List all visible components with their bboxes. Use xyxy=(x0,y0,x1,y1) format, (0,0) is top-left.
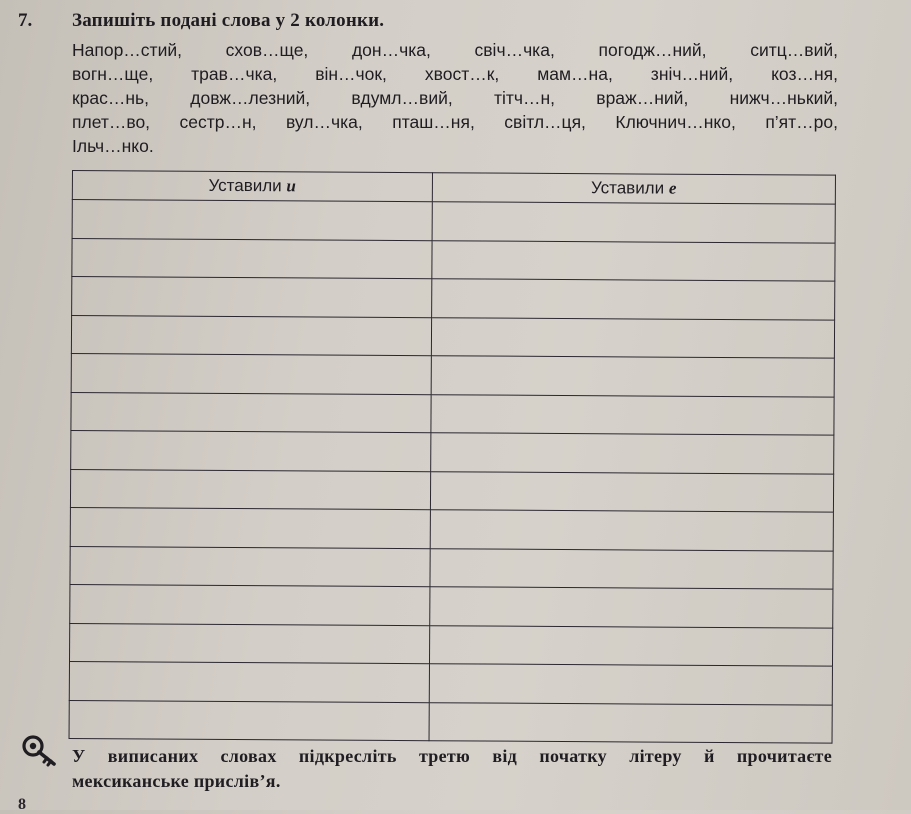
answer-cell-e[interactable] xyxy=(430,471,834,512)
answer-cell-e[interactable] xyxy=(429,625,833,666)
word-list-line: крас…нь, довж…лезний, вдумл…вий, тітч…н, враж…ний, нижч…нький, xyxy=(72,88,838,108)
answer-cell-e[interactable] xyxy=(431,356,835,397)
answer-cell-i[interactable] xyxy=(72,238,432,279)
column-header-e-prefix: Уставили xyxy=(590,178,665,198)
answer-cell-i[interactable] xyxy=(70,584,430,625)
answer-cell-i[interactable] xyxy=(69,700,429,741)
word-list xyxy=(72,38,838,158)
table-row xyxy=(70,507,833,550)
table-header-row xyxy=(72,171,835,205)
table-row xyxy=(70,469,833,512)
word-list-line: вогн…ще, трав…чка, він…чок, хвост…к, мам…на, зніч…ний, коз…ня, xyxy=(72,64,838,84)
answer-table xyxy=(69,170,836,744)
answer-cell-e[interactable] xyxy=(430,394,834,435)
column-header-e xyxy=(432,173,836,204)
task-number: 7. xyxy=(18,10,33,31)
word-list-line: Ільч…нко. xyxy=(72,136,154,156)
answer-cell-i[interactable] xyxy=(70,507,430,548)
answer-cell-i[interactable] xyxy=(71,430,431,471)
column-header-e-letter: е xyxy=(668,178,677,198)
hint-note-line: мексиканське прислів’я. xyxy=(72,771,281,791)
answer-cell-e[interactable] xyxy=(429,664,833,705)
answer-cell-e[interactable] xyxy=(430,433,834,474)
table-row xyxy=(69,623,832,666)
answer-cell-i[interactable] xyxy=(70,469,430,510)
key-icon xyxy=(20,734,60,768)
table-row xyxy=(70,584,833,627)
answer-cell-e[interactable] xyxy=(431,317,835,358)
table-row xyxy=(72,277,835,320)
answer-cell-e[interactable] xyxy=(430,548,834,589)
column-header-i-prefix: Уставили xyxy=(208,175,282,196)
answer-cell-e[interactable] xyxy=(430,510,834,551)
answer-cell-e[interactable] xyxy=(432,202,836,243)
answer-cell-e[interactable] xyxy=(431,240,835,281)
word-list-line: плет…во, сестр…н, вул…чка, пташ…ня, світл…ця, Ключнич…нко, п’ят…ро, xyxy=(72,112,838,132)
answer-cell-i[interactable] xyxy=(72,200,432,241)
answer-cell-i[interactable] xyxy=(69,661,429,702)
answer-cell-i[interactable] xyxy=(72,277,432,318)
answer-cell-e[interactable] xyxy=(431,279,835,320)
column-header-i xyxy=(72,171,432,202)
answer-cell-i[interactable] xyxy=(70,546,430,587)
hint-note xyxy=(72,744,832,794)
word-list-line: Напор…стий, схов…ще, дон…чка, свіч…чка, погодж…ний, ситц…вий, xyxy=(72,40,838,60)
table-row xyxy=(71,353,834,396)
answer-cell-i[interactable] xyxy=(71,315,431,356)
answer-cell-i[interactable] xyxy=(69,623,429,664)
hint-note-line: У виписаних словах підкресліть третю від початку літеру й прочитаєте xyxy=(72,746,832,766)
table-row xyxy=(71,315,834,358)
table-row xyxy=(71,430,834,473)
table-row xyxy=(72,238,835,281)
table-row xyxy=(69,661,832,704)
next-task-number: 8 xyxy=(18,796,26,813)
table-row xyxy=(69,700,832,743)
answer-cell-e[interactable] xyxy=(429,702,833,743)
column-header-i-letter: и xyxy=(286,176,296,196)
answer-cell-e[interactable] xyxy=(429,587,833,628)
task-title: Запишіть подані слова у 2 колонки. xyxy=(72,10,385,31)
table-row xyxy=(71,392,834,435)
table-row xyxy=(70,546,833,589)
answer-cell-i[interactable] xyxy=(71,353,431,394)
table-row xyxy=(72,200,835,243)
answer-cell-i[interactable] xyxy=(71,392,431,433)
